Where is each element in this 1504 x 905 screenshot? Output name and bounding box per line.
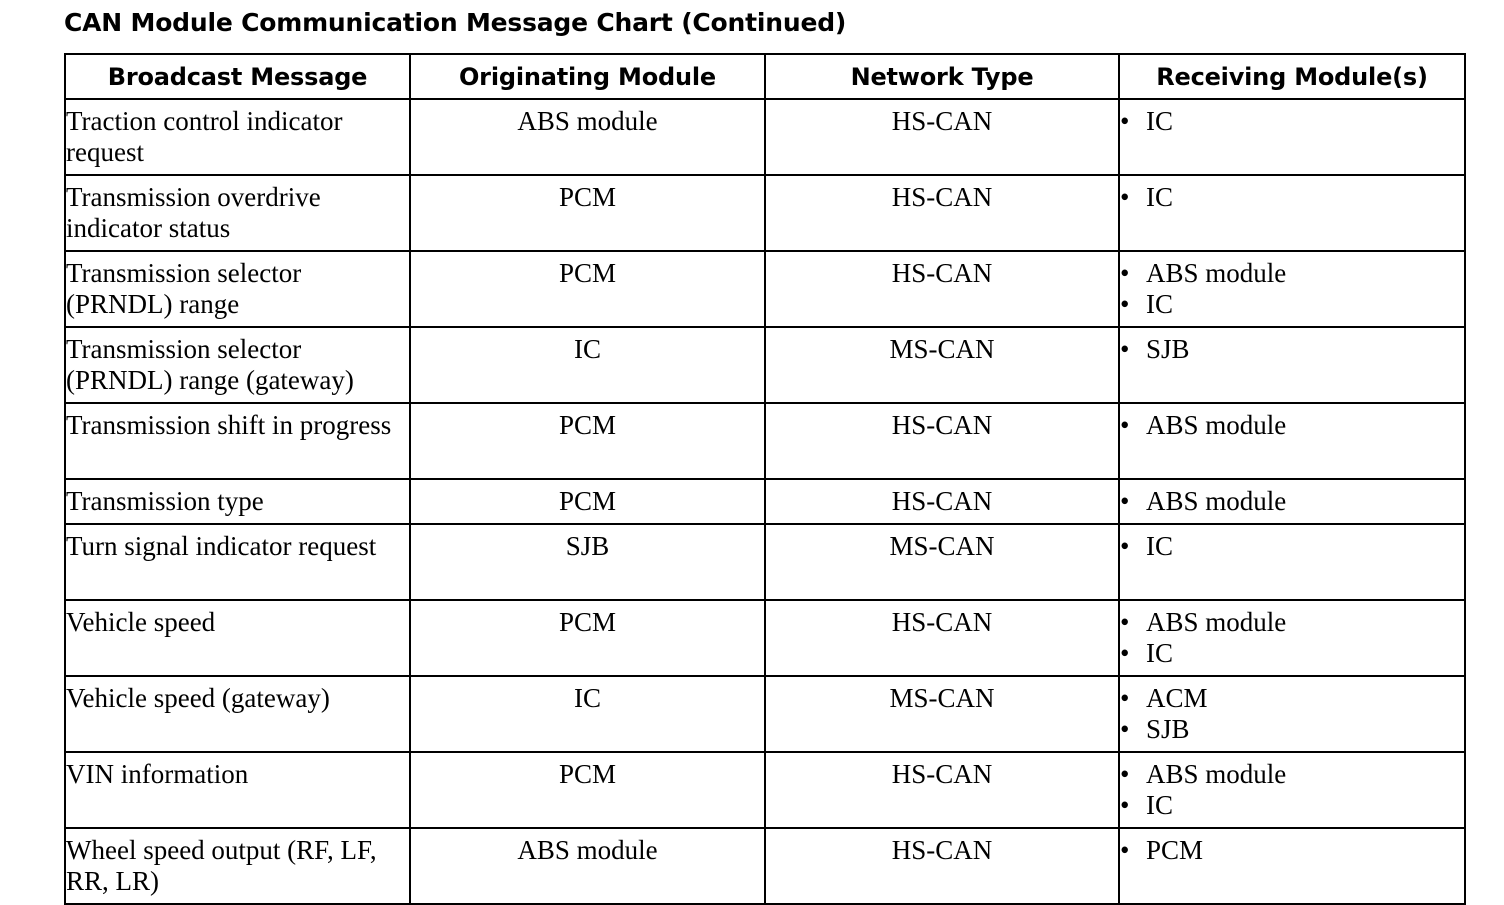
broadcast-message-cell: Transmission selector (PRNDL) range xyxy=(65,251,410,327)
table-row xyxy=(65,676,1465,752)
table-row xyxy=(65,828,1465,904)
originating-module-cell: PCM xyxy=(410,479,765,524)
broadcast-message-cell: Vehicle speed (gateway) xyxy=(65,676,410,752)
receiving-modules-cell xyxy=(1119,752,1465,828)
broadcast-message-cell: Turn signal indicator request xyxy=(65,524,410,600)
receiving-modules-list xyxy=(1120,759,1464,821)
network-type-cell: MS-CAN xyxy=(765,676,1119,752)
broadcast-message-cell: Transmission shift in progress xyxy=(65,403,410,479)
receiving-module-item: • IC xyxy=(1120,638,1464,669)
network-type-cell: HS-CAN xyxy=(765,99,1119,175)
receiving-modules-list xyxy=(1120,835,1464,866)
receiving-modules-cell xyxy=(1119,524,1465,600)
network-type-cell: MS-CAN xyxy=(765,524,1119,600)
originating-module-cell: ABS module xyxy=(410,828,765,904)
receiving-modules-list xyxy=(1120,334,1464,365)
receiving-modules-list xyxy=(1120,106,1464,137)
receiving-modules-cell xyxy=(1119,251,1465,327)
receiving-module-item: • PCM xyxy=(1120,835,1464,866)
receiving-modules-cell xyxy=(1119,99,1465,175)
receiving-modules-list xyxy=(1120,683,1464,745)
receiving-modules-cell xyxy=(1119,828,1465,904)
originating-module-cell: IC xyxy=(410,327,765,403)
receiving-module-item: • ABS module xyxy=(1120,258,1464,289)
originating-module-cell: SJB xyxy=(410,524,765,600)
receiving-module-item: • IC xyxy=(1120,106,1464,137)
network-type-cell: MS-CAN xyxy=(765,327,1119,403)
receiving-module-item: • IC xyxy=(1120,289,1464,320)
receiving-module-item: • ABS module xyxy=(1120,486,1464,517)
network-type-cell: HS-CAN xyxy=(765,479,1119,524)
originating-module-cell: PCM xyxy=(410,251,765,327)
receiving-module-item: • ABS module xyxy=(1120,607,1464,638)
originating-module-cell: PCM xyxy=(410,175,765,251)
network-type-cell: HS-CAN xyxy=(765,600,1119,676)
header-network-type: Network Type xyxy=(765,54,1119,99)
broadcast-message-cell: Vehicle speed xyxy=(65,600,410,676)
originating-module-cell: PCM xyxy=(410,600,765,676)
receiving-modules-list xyxy=(1120,486,1464,517)
table-row xyxy=(65,524,1465,600)
table-header-row xyxy=(65,54,1465,99)
receiving-module-item: • SJB xyxy=(1120,714,1464,745)
message-chart-table xyxy=(64,53,1466,905)
network-type-cell: HS-CAN xyxy=(765,403,1119,479)
table-row xyxy=(65,752,1465,828)
header-receiving-modules: Receiving Module(s) xyxy=(1119,54,1465,99)
receiving-module-item: • IC xyxy=(1120,790,1464,821)
header-broadcast-message: Broadcast Message xyxy=(65,54,410,99)
receiving-modules-cell xyxy=(1119,676,1465,752)
receiving-modules-cell xyxy=(1119,403,1465,479)
originating-module-cell: PCM xyxy=(410,752,765,828)
broadcast-message-cell: Transmission type xyxy=(65,479,410,524)
network-type-cell: HS-CAN xyxy=(765,175,1119,251)
broadcast-message-cell: Transmission selector (PRNDL) range (gateway) xyxy=(65,327,410,403)
network-type-cell: HS-CAN xyxy=(765,752,1119,828)
originating-module-cell: PCM xyxy=(410,403,765,479)
receiving-modules-list xyxy=(1120,182,1464,213)
receiving-module-item: • ABS module xyxy=(1120,759,1464,790)
broadcast-message-cell: VIN information xyxy=(65,752,410,828)
receiving-modules-cell xyxy=(1119,175,1465,251)
receiving-module-item: • SJB xyxy=(1120,334,1464,365)
receiving-modules-list xyxy=(1120,410,1464,441)
receiving-module-item: • IC xyxy=(1120,531,1464,562)
receiving-module-item: • ACM xyxy=(1120,683,1464,714)
table-row xyxy=(65,327,1465,403)
receiving-modules-list xyxy=(1120,607,1464,669)
broadcast-message-cell: Wheel speed output (RF, LF, RR, LR) xyxy=(65,828,410,904)
table-row xyxy=(65,251,1465,327)
table-row xyxy=(65,175,1465,251)
table-row xyxy=(65,600,1465,676)
originating-module-cell: IC xyxy=(410,676,765,752)
receiving-modules-cell xyxy=(1119,600,1465,676)
table-row xyxy=(65,479,1465,524)
receiving-modules-cell xyxy=(1119,327,1465,403)
receiving-modules-cell xyxy=(1119,479,1465,524)
broadcast-message-cell: Traction control indicator request xyxy=(65,99,410,175)
receiving-modules-list xyxy=(1120,531,1464,562)
page-title: CAN Module Communication Message Chart (Continued) xyxy=(64,8,847,37)
table-row xyxy=(65,403,1465,479)
originating-module-cell: ABS module xyxy=(410,99,765,175)
broadcast-message-cell: Transmission overdrive indicator status xyxy=(65,175,410,251)
receiving-module-item: • ABS module xyxy=(1120,410,1464,441)
table-row xyxy=(65,99,1465,175)
network-type-cell: HS-CAN xyxy=(765,828,1119,904)
network-type-cell: HS-CAN xyxy=(765,251,1119,327)
header-originating-module: Originating Module xyxy=(410,54,765,99)
receiving-module-item: • IC xyxy=(1120,182,1464,213)
receiving-modules-list xyxy=(1120,258,1464,320)
